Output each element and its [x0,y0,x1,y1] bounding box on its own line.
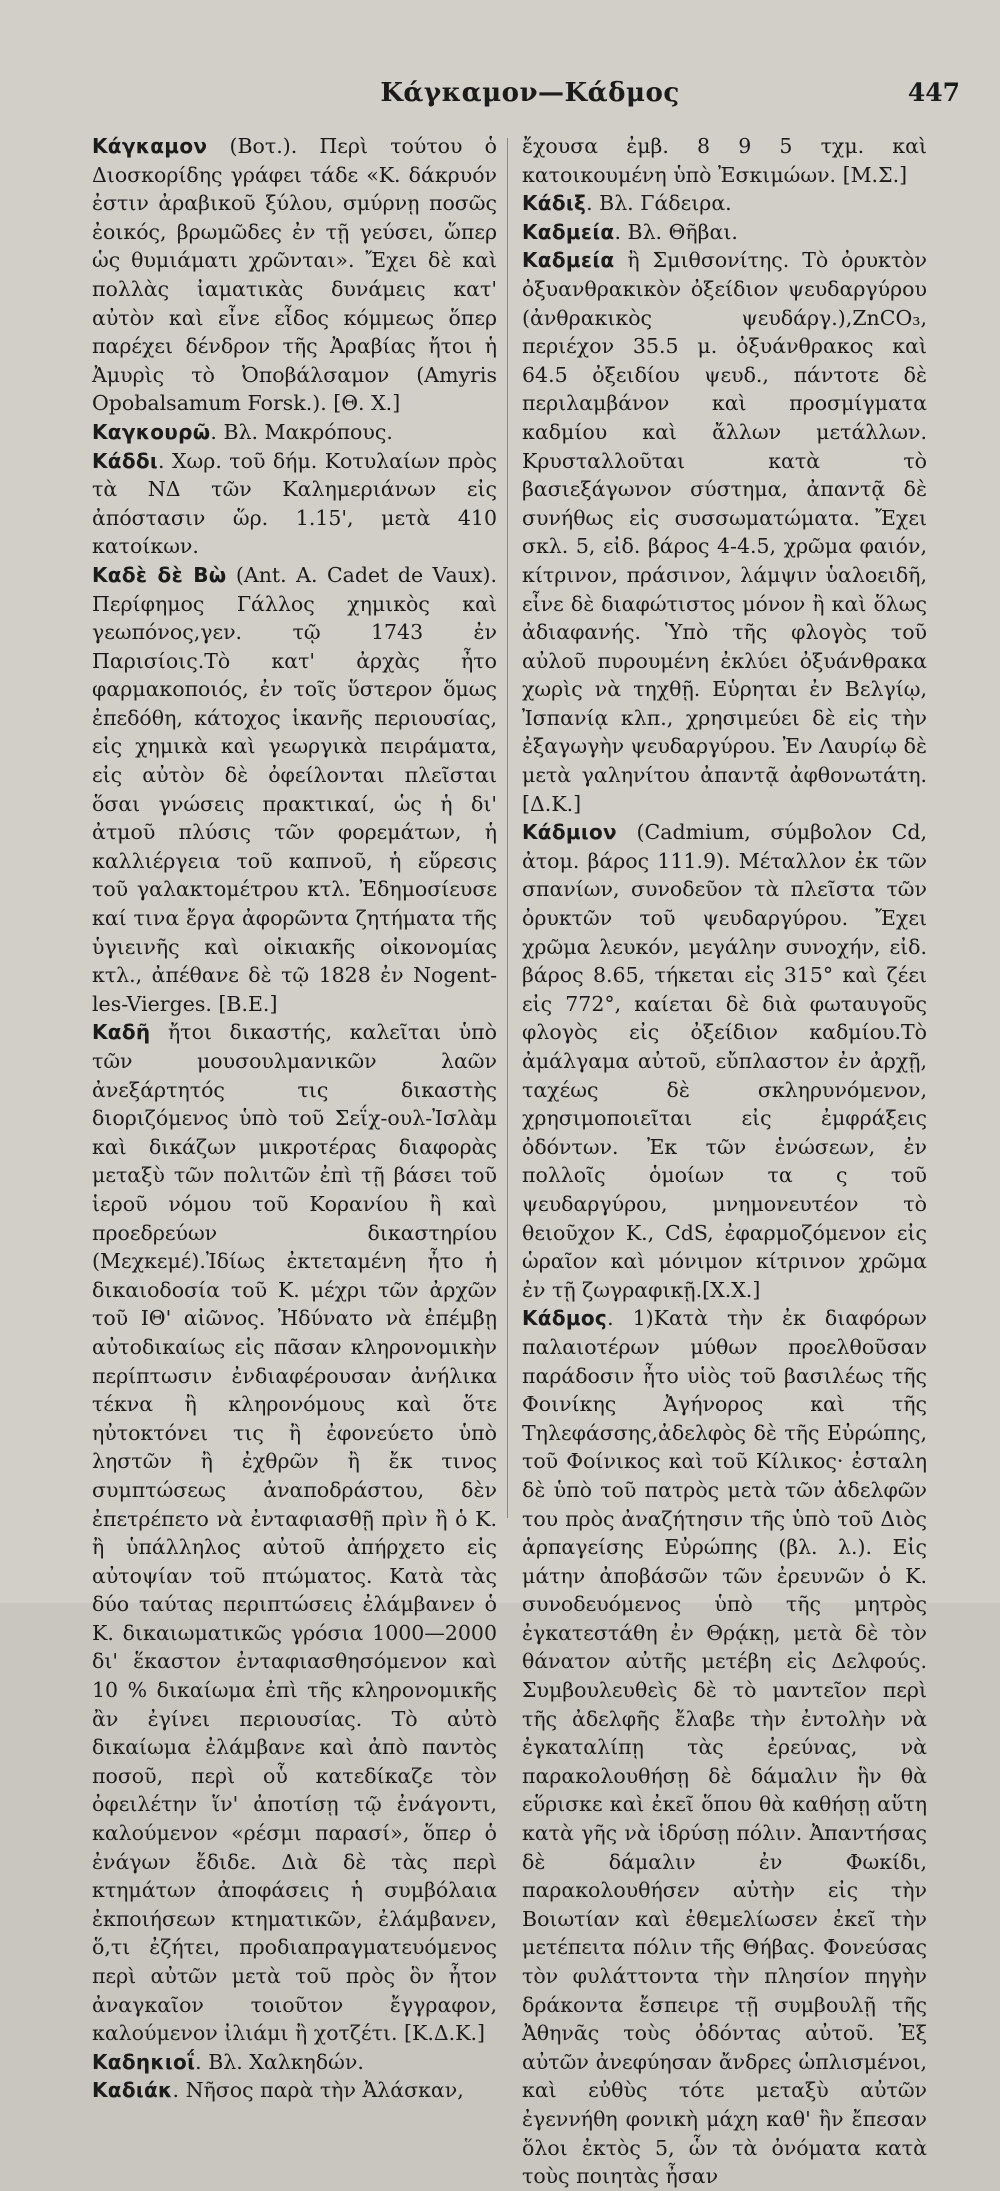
entry-headword: Καγκουρῶ [92,419,211,444]
entry-text: ἔχουσα ἐμβ. 8 9 5 τχμ. καὶ κατοικουμένη ὑπὸ Ἐσκιμώων. [Μ.Σ.] [522,134,927,187]
entry-text: . Βλ. Χαλκηδών. [195,2049,364,2074]
entry-text: . Βλ. Γάδειρα. [586,191,732,216]
entry-headword: Κάδμος [522,1306,608,1331]
entry-headword: Κάδμιον [522,820,617,845]
entry-headword: Καδὲ δὲ Βὼ [92,562,227,587]
dictionary-entry [92,447,497,561]
dictionary-entry [92,132,497,418]
entry-headword: Κάδδι [92,448,159,473]
page-number: 447 [907,78,960,107]
entry-text: . 1)Κατὰ τὴν ἐκ διαφόρων παλαιοτέρων μύθων προελθοῦσαν παράδοσιν ἦτο υἱὸς τοῦ βασιλέως τῆς Φοινίκης Ἀγήνορος καὶ τῆς Τηλεφάσσης,ἀδελφὸς δὲ τῆς Εὐρώπης, τοῦ Φοίνικος καὶ τοῦ Κίλικος· ἐσταλη δὲ ὑπὸ τοῦ πατρὸς μετὰ τῶν ἀδελφῶν του πρὸς ἀναζήτησιν τῆς ὑπὸ τοῦ Διὸς ἁρπαγείσης Εὐρώπης (βλ. λ.). Εἰς μάτην ἀποβάσῶν τῶν ἐρευνῶν ὁ Κ. συνοδευόμενος ὑπὸ τῆς μητρὸς ἐγκατεστάθη ἐν Θρᾴκῃ, μετὰ δὲ τὸν θάνατον αὐτῆς μετέβη εἰς Δελφούς. Συμβουλευθεὶς δὲ τὸ μαντεῖον περὶ τῆς ἀδελφῆς ἔλαβε τὴν ἐντολὴν νὰ ἐγκαταλίπῃ τὰς ἐρεύνας, νὰ παρακολουθήσῃ δὲ δάμαλιν ἣν θὰ εὕρισκε καὶ ἐκεῖ ὅπου θὰ καθήσῃ αὕτη κατὰ γῆς νὰ ἱδρύσῃ πόλιν. Ἀπαντήσας δὲ δάμαλιν ἐν Φωκίδι, παρακολουθήσεν αὐτὴν εἰς τὴν Βοιωτίαν καὶ ἐθεμελίωσεν ἐκεῖ τὴν μετέπειτα πόλιν τῆς Θήβας. Φονεύσας τὸν φυλάττοντα τὴν πλησίον πηγὴν δράκοντα ἔσπειρε τῇ συμβουλῇ τῆς Ἀθηνᾶς τοὺς ὀδόντας αὐτοῦ. Ἐξ αὐτῶν ἀνεφύησαν ἄνδρες ὡπλισμένοι, καὶ εὐθὺς τότε μεταξὺ αὐτῶν ἐγεννήθη φονικὴ μάχη καθ' ἣν ἔπεσαν ὅλοι ἐκτὸς 5, ὧν τὰ ὀνόματα κατὰ τοὺς ποιητὰς ἦσαν [522,1306,927,2189]
entry-headword: Καδμεία [522,219,615,244]
entry-text: ἢ Σμιθσονίτης. Τὸ ὀρυκτὸν ὀξυανθρακικὸν ὀξείδιον ψευδαργύρου (ἀνθρακικὸς ψευδάργ.),ZnCO₃, περιέχον 35.5 μ. ὀξυάνθρακος καὶ 64.5 ὀξειδίου ψευδ., πάντοτε δὲ περιλαμβάνον καὶ προσμίγματα καδμίου καὶ ἄλλων μετάλλων. Κρυσταλλοῦται κατὰ τὸ βασιεξάγωνον σύστημα, ἀπαντᾷ δὲ συνήθως εἰς συσσωματώματα. Ἔχει σκλ. 5, εἰδ. βάρος 4-4.5, χρῶμα φαιόν, κίτρινον, πράσινον, λάμψιν ὑαλοειδῆ, εἶνε δὲ διαφώτιστος μόνον ἢ καὶ ὅλως ἀδιαφανής. Ὑπὸ τῆς φλογὸς τοῦ αὐλοῦ πυρουμένη ἐκλύει ὀξυάνθρακα χωρὶς νὰ τηχθῇ. Εὑρηται ἐν Βελγίῳ, Ἰσπανίᾳ κλπ., χρησιμεύει δὲ εἰς τὴν ἐξαγωγὴν ψευδαργύρου. Ἐν Λαυρίῳ δὲ μετὰ γαληνίτου ἀπαντᾷ ἀφθονωτάτη. [Δ.Κ.] [522,248,927,816]
dictionary-entry [92,2048,497,2077]
dictionary-entry [92,561,497,1019]
dictionary-entry [522,1304,927,2190]
entry-headword: Κάδιξ [522,191,587,216]
entry-text: . Βλ. Μακρόπους. [210,419,393,444]
entry-headword: Καδῆ [92,1020,151,1045]
entry-text: (Cadmium, σύμβολον Cd, ἀτομ. βάρος 111.9). Μέταλλον ἐκ τῶν σπανίων, συνοδεῦον τὰ πλεῖστα τῶν ὀρυκτῶν τοῦ ψευδαργύρου. Ἔχει χρῶμα λευκόν, μεγάλην συνοχήν, εἰδ. βάρος 8.65, τήκεται εἰς 315° καὶ ζέει εἰς 772°, καίεται δὲ διὰ φωταυγοῦς φλογὸς εἰς ὀξείδιον καδμίου.Τὸ ἀμάλγαμα αὐτοῦ, εὔπλαστον ἐν ἀρχῇ, ταχέως δὲ σκληρυνόμενον, χρησιμοποιεῖται εἰς ἐμφράξεις ὀδόντων. Ἐκ τῶν ἑνώσεων, ἐν πολλοῖς ὁμοίων τα ς τοῦ ψευδαργύρου, μνημονευτέον τὸ θειοῦχον Κ., CdS, ἐφαρμοζόμενον εἰς ὡραῖον καὶ μόνιμον κίτρινον χρῶμα ἐν τῇ ζωγραφικῇ.[Χ.Χ.] [522,820,927,1302]
entry-headword: Καδμεία [522,248,615,273]
dictionary-entry [522,132,927,189]
dictionary-entry [522,246,927,818]
column-divider [507,138,508,1518]
dictionary-entry [92,2076,497,2105]
header-title: Κάγκαμον—Κάδμος [380,78,680,108]
entry-text: . Βλ. Θῆβαι. [614,219,738,244]
entry-text: . Νῆσος παρὰ τὴν Ἀλάσκαν, [172,2078,464,2103]
entry-headword: Κάγκαμον [92,134,208,158]
dictionary-entry [92,418,497,447]
right-column [522,132,927,2191]
entry-text: (Βοτ.). Περὶ τούτου ὁ Διοσκορίδης γράφει τάδε «Κ. δάκρυόν ἐστιν ἀραβικοῦ ξύλου, σμύρνῃ ποσῶς ἐοικός, βρωμῶδες ἐν τῇ γεύσει, ὥπερ ὡς θυμιάματι χρῶνται». Ἔχει δὲ καὶ πολλὰς ἰαματικὰς δυνάμεις κατ' αὐτὸν καὶ εἶνε εἶδος κόμμεως ὅπερ παρέχει δένδρον τῆς Ἀραβίας ἤτοι ἡ Ἀμυρὶς τὸ Ὀποβάλσαμον (Amyris Opobalsamum Forsk.). [Θ. Χ.] [92,134,497,416]
entry-headword: Καδιάκ [92,2078,173,2103]
running-header [100,78,960,118]
dictionary-entry [522,818,927,1304]
left-column [92,132,497,2105]
dictionary-entry [522,218,927,247]
entry-headword: Καδηκιοΐ [92,2049,196,2074]
entry-text: ἤτοι δικαστής, καλεῖται ὑπὸ τῶν μουσουλμανικῶν λαῶν ἀνεξάρτητός τις δικαστὴς διοριζόμενος ὑπὸ τοῦ Σεΐχ-ουλ-Ἰσλὰμ καὶ δικάζων μικροτέρας διαφορὰς μεταξὺ τῶν πολιτῶν ἐπὶ τῇ βάσει τοῦ ἱεροῦ νόμου τοῦ Κορανίου ἢ καὶ προεδρεύων δικαστηρίου (Μεχκεμέ).Ἰδίως ἐκτεταμένη ἦτο ἡ δικαιοδοσία τοῦ Κ. μέχρι τῶν ἀρχῶν τοῦ ΙΘ' αἰῶνος. Ἠδύνατο νὰ ἐπέμβῃ αὐτοδικαίως εἰς πᾶσαν κληρονομικὴν περίπτωσιν ἐνδιαφέρουσαν ἀνήλικα τέκνα ἢ κληρονόμους καὶ ὅτε ηὐτοκτόνει τις ἢ ἐφονεύετο ὑπὸ ληστῶν ἢ ἐχθρῶν ἢ ἔκ τινος συμπτώσεως ἀναποδράστου, δὲν ἐπετρέπετο νὰ ἐνταφιασθῇ πρὶν ἢ ὁ Κ. ἢ ὑπάλληλος αὐτοῦ ἀπήρχετο εἰς αὐτοψίαν τοῦ πτώματος. Κατὰ τὰς δύο ταύτας περιπτώσεις ἐλάμβανεν ὁ Κ. δικαιωματικῶς γρόσια 1000—2000 δι' ἕκαστον ἐνταφιασθησόμενον καὶ 10 % δικαίωμα ἐπὶ τῆς κληρονομικῆς ἂν ἐγίνει περιουσίας. Τὸ αὐτὸ δικαίωμα ἐλάμβανε καὶ ἀπὸ παντὸς ποσοῦ, περὶ οὗ κατεδίκαζε τὸν ὀφειλέτην ἵν' ἀποτίσῃ τῷ ἐνάγοντι, καλούμενον «ρέσμι παρασί», ὅπερ ὁ ἐνάγων ἔδιδε. Διὰ δὲ τὰς περὶ κτημάτων ἀποφάσεις ἡ συμβόλαια ἐκποιήσεων κτηματικῶν, ἐλάμβανεν, ὅ,τι ἐζήτει, προδιαπραγματευόμενος περὶ αὐτῶν μετὰ τοῦ πρὸς ὃν ἦτον ἀναγκαῖον τοιοῦτον ἔγγραφον, καλούμενον ἰλιάμι ἢ χοτζέτι. [Κ.Δ.Κ.] [92,1020,497,2046]
dictionary-entry [522,189,927,218]
entry-text: (Ant. A. Cadet de Vaux). Περίφημος Γάλλος χημικὸς καὶ γεωπόνος,γεν. τῷ 1743 ἐν Παρισίοις.Τὸ κατ' ἀρχὰς ἦτο φαρμακοποιός, ἐν τοῖς ὕστερον ὅμως ἐπεδόθη, κάτοχος ἱκανῆς περιουσίας, εἰς χημικὰ καὶ γεωργικὰ πειράματα, εἰς αὐτὸν δὲ ὀφείλονται πλεῖσται ὅσαι γνώσεις πρακτικαί, ὡς ἡ δι' ἀτμοῦ πλύσις τῶν φορεμάτων, ἡ καλλιέργεια τοῦ καπνοῦ, ἡ εὕρεσις τοῦ γαλακτομέτρου κτλ. Ἐδημοσίευσε καί τινα ἔργα ἀφορῶντα ζητήματα τῆς ὑγιεινῆς καὶ οἰκιακῆς οἰκονομίας κτλ., ἀπέθανε δὲ τῷ 1828 ἐν Nogent-les-Vierges. [Β.Ε.] [92,562,497,1016]
dictionary-entry [92,1018,497,2047]
entry-text: . Χωρ. τοῦ δήμ. Κοτυλαίων πρὸς τὰ ΝΔ τῶν Καλημεριάνων εἰς ἀπόστασιν ὥρ. 1.15', μετὰ 410 κατοίκων. [92,448,497,559]
